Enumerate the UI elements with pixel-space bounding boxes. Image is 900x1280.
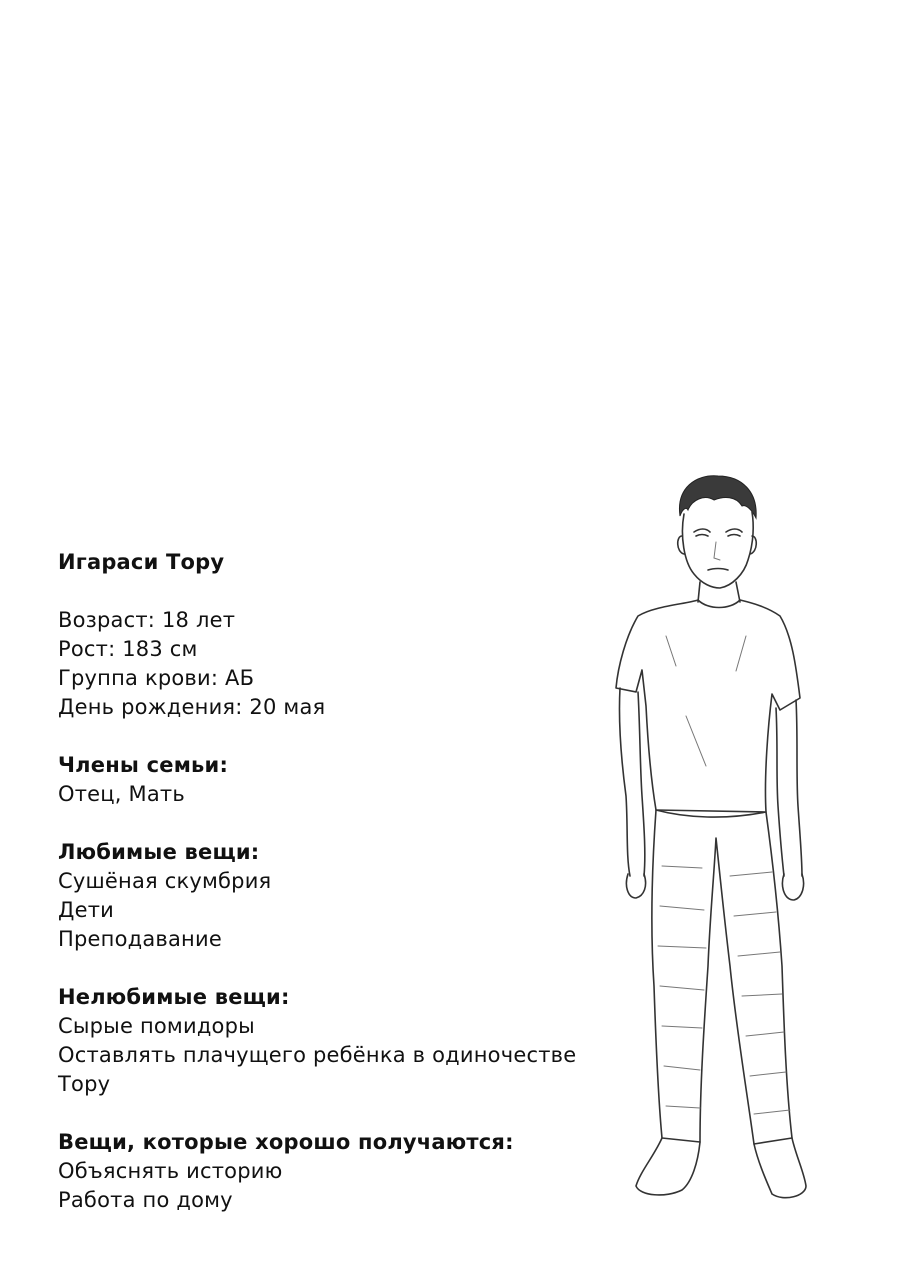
skills-item: Объяснять историю	[58, 1159, 283, 1183]
character-sketch-svg	[596, 466, 826, 1216]
skills-item: Работа по дому	[58, 1188, 233, 1212]
likes-item: Дети	[58, 898, 115, 922]
shirt-folds	[666, 636, 746, 766]
dislikes-item: Тору	[58, 1072, 111, 1096]
spacer	[58, 722, 578, 751]
likes-heading: Любимые вещи:	[58, 840, 260, 864]
jeans-hatching	[658, 866, 790, 1114]
skills-heading: Вещи, которые хорошо получаются:	[58, 1130, 514, 1154]
mouth	[708, 569, 728, 571]
character-profile	[58, 548, 578, 1215]
right-arm	[776, 700, 802, 876]
head	[682, 512, 753, 588]
spacer	[58, 809, 578, 838]
t-shirt	[616, 600, 800, 817]
left-eye	[694, 529, 710, 536]
left-hand	[626, 874, 645, 898]
left-foot	[636, 1138, 700, 1195]
dislikes-item: Сырые помидоры	[58, 1014, 255, 1038]
birthday-line: День рождения: 20 мая	[58, 695, 326, 719]
right-hand	[782, 874, 803, 900]
right-foot	[754, 1138, 806, 1198]
right-eye	[726, 529, 742, 536]
spacer	[58, 1099, 578, 1128]
blood-type-line: Группа крови: АБ	[58, 666, 255, 690]
age-line: Возраст: 18 лет	[58, 608, 236, 632]
character-sketch-icon	[596, 466, 826, 1216]
dislikes-heading: Нелюбимые вещи:	[58, 985, 290, 1009]
jeans	[652, 810, 792, 1144]
family-heading: Члены семьи:	[58, 753, 229, 777]
family-item: Отец, Мать	[58, 782, 185, 806]
spacer	[58, 954, 578, 983]
likes-item: Преподавание	[58, 927, 222, 951]
left-arm	[619, 688, 644, 876]
hair	[679, 476, 756, 518]
nose	[714, 542, 720, 560]
neck	[698, 582, 740, 602]
spacer	[58, 577, 578, 606]
character-name: Игараси Тору	[58, 550, 225, 574]
dislikes-item: Оставлять плачущего ребёнка в одиночестве	[58, 1043, 577, 1067]
height-line: Рост: 183 см	[58, 637, 198, 661]
likes-item: Сушёная скумбрия	[58, 869, 272, 893]
